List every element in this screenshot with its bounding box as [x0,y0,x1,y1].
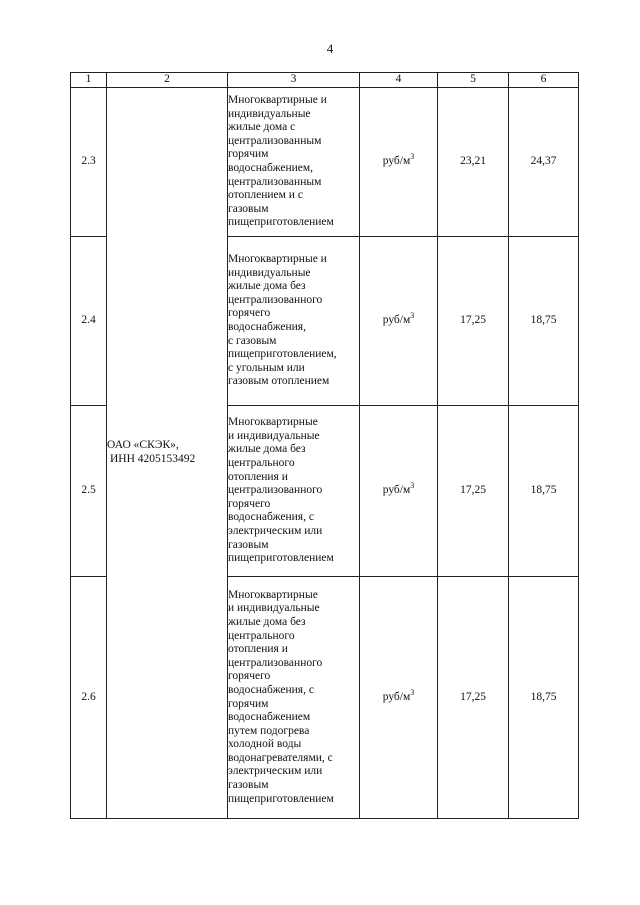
column-header: 6 [509,73,579,88]
description-line: Многоквартирные и [228,253,327,266]
description-line: Многоквартирные [228,588,318,601]
unit-label: руб/м [382,690,411,703]
description-line: электрическим или [228,524,323,537]
consumer-description [228,406,360,577]
description-line: центрального [228,457,295,470]
description-line: водонагревателями, с [228,751,333,764]
column-header: 4 [360,73,438,88]
column-header: 1 [71,73,107,88]
description-line: пищеприготовлением [228,216,334,229]
consumer-description [228,237,360,406]
description-line: централизованным [228,134,322,147]
column-header: 5 [438,73,509,88]
unit-cell [360,406,438,577]
row-number: 2.4 [71,237,107,406]
unit-label: руб/м [382,314,411,327]
description-line: централизованным [228,175,322,188]
description-line: центрального [228,629,295,642]
description-line: газовым [228,538,269,551]
description-line: жилые дома без [228,615,306,628]
unit-exponent: 3 [410,152,415,162]
description-line: горячего [228,670,271,683]
unit-exponent: 3 [410,687,415,697]
organization-inn: ИНН 4205153492 [110,453,196,465]
description-line: жилые дома без [228,443,306,456]
tariff-value-col6: 24,37 [509,88,579,237]
description-line: горячего [228,307,271,320]
description-line: водоснабжения, с [228,683,314,696]
description-line: и индивидуальные [228,429,320,442]
column-header: 2 [107,73,228,88]
description-line: водоснабжением [228,711,311,724]
description-line: Многоквартирные [228,416,318,429]
tariff-value-col5: 17,25 [438,577,509,819]
description-line: централизованного [228,293,323,306]
description-line: с угольным или [228,361,305,374]
tariff-value-col6: 18,75 [509,237,579,406]
description-line: жилые дома без [228,280,306,293]
description-line: централизованного [228,484,323,497]
row-number: 2.3 [71,88,107,237]
unit-cell [360,237,438,406]
description-line: Многоквартирные и [228,94,327,107]
description-line: горячим [228,697,269,710]
unit-cell [360,88,438,237]
description-line: пищеприготовлением, [228,348,337,361]
description-line: централизованного [228,656,323,669]
description-line: холодной воды [228,738,302,751]
description-line: водоснабжения, с [228,511,314,524]
tariff-value-col5: 23,21 [438,88,509,237]
description-line: и индивидуальные [228,602,320,615]
column-header: 3 [228,73,360,88]
description-line: водоснабжения, [228,321,306,333]
row-number: 2.6 [71,577,107,819]
description-line: с газовым [228,334,277,347]
description-line: газовым [228,779,269,792]
description-line: горячего [228,497,271,510]
description-line: индивидуальные [228,266,311,279]
description-line: электрическим или [228,765,323,778]
header-row [71,73,579,88]
description-line: отопления и [228,643,288,656]
description-line: горячим [228,148,269,161]
description-line: газовым [228,202,269,215]
page-number: 4 [326,41,334,56]
unit-exponent: 3 [410,481,415,491]
row-number: 2.5 [71,406,107,577]
table-row [71,88,579,237]
description-line: пищеприготовлением [228,552,334,565]
unit-label: руб/м [382,484,411,497]
tariff-table [70,72,579,819]
tariff-value-col6: 18,75 [509,577,579,819]
consumer-description [228,577,360,819]
description-line: отопления и [228,470,288,483]
description-line: путем подогрева [228,724,310,737]
description-line: водоснабжением, [228,162,314,174]
unit-label: руб/м [382,155,411,168]
tariff-value-col5: 17,25 [438,406,509,577]
description-line: отоплением и с [228,189,303,202]
tariff-value-col5: 17,25 [438,237,509,406]
unit-cell [360,577,438,819]
description-line: жилые дома с [228,121,296,134]
organization-name: ОАО «СКЭК», [107,439,179,452]
organization-cell [107,88,228,819]
description-line: газовым отоплением [228,375,330,388]
tariff-value-col6: 18,75 [509,406,579,577]
consumer-description [228,88,360,237]
description-line: индивидуальные [228,107,311,120]
description-line: пищеприготовлением [228,792,334,805]
unit-exponent: 3 [410,311,415,321]
